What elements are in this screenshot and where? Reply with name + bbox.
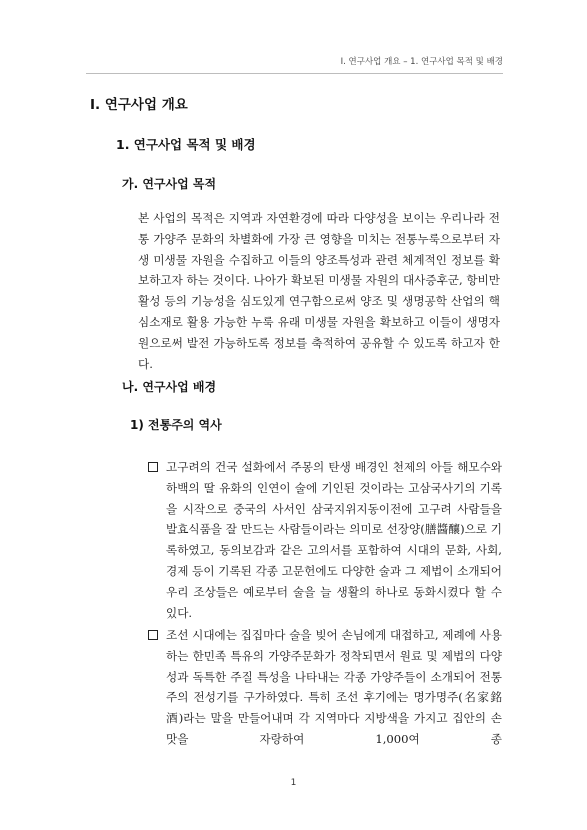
purpose-paragraph: 본 사업의 목적은 지역과 자연환경에 따라 다양성을 보이는 우리나라 전통 가양주 문화의 차별화에 가장 큰 영향을 미치는 전통누룩으로부터 자생 미생물 자원을 수집하고 이들의 양조특성과 관련 체계적인 정보를 확보하고자 하는 것이다. 나아가 확보된 미생물 자원의 대사증후군, 항비만 활성 등의 기능성을 심도있게 연구함으로써 양조 및 생명공학 산업의 핵심소재로 활용 가능한 누룩 유래 미생물 자원을 확보하고 이들이 생명자원으로써 발전 가능하도록 정보를 축적하여 공유할 수 있도록 하고자 한다. bbox=[138, 211, 500, 371]
list-item-text: 조선 시대에는 집집마다 술을 빚어 손님에게 대접하고, 제례에 사용하는 한민족 특유의 가양주문화가 정착되면서 원료 및 제법의 다양성과 독특한 주질 특성을 나타내는 각종 가양주들이 소개되어 전통주의 전성기를 구가하였다. 특히 조선 후기에는 명가명주(名家銘酒)라는 말을 만들어내며 각 지역마다 지방색을 가지고 집안의 손맛을 자랑하여 1,000여 종 bbox=[166, 628, 502, 746]
list-item bbox=[148, 457, 502, 623]
running-header: I. 연구사업 개요 – 1. 연구사업 목적 및 배경 bbox=[340, 57, 503, 67]
list-item bbox=[148, 625, 502, 750]
page-number: 1 bbox=[290, 778, 297, 788]
purpose-heading: 가. 연구사업 목적 bbox=[122, 177, 217, 191]
checkbox-square-icon bbox=[148, 462, 158, 472]
header-divider bbox=[86, 73, 503, 74]
background-heading: 나. 연구사업 배경 bbox=[122, 380, 217, 394]
checkbox-square-icon bbox=[148, 630, 158, 640]
section-title: 1. 연구사업 목적 및 배경 bbox=[116, 137, 256, 152]
chapter-title: Ⅰ. 연구사업 개요 bbox=[90, 97, 188, 113]
list-item-text: 고구려의 건국 설화에서 주몽의 탄생 배경인 천제의 아들 해모수와 하백의 딸 유화의 인연이 술에 기인된 것이라는 고삼국사기의 기록을 시작으로 중국의 사서인 삼국지위지동이전에 고구려 사람들을 발효식품을 잘 만드는 사람들이라는 의미로 선장양(膳醬釀)으로 기록하였고, 동의보감과 같은 고의서를 포함하여 시대의 문화, 사회, 경제 등이 기록된 각종 고문헌에도 다양한 술과 그 제법이 소개되어 우리 조상들은 예로부터 술을 늘 생활의 하나로 동화시켰다 할 수 있다. bbox=[166, 460, 502, 620]
history-heading: 1) 전통주의 역사 bbox=[130, 418, 222, 432]
